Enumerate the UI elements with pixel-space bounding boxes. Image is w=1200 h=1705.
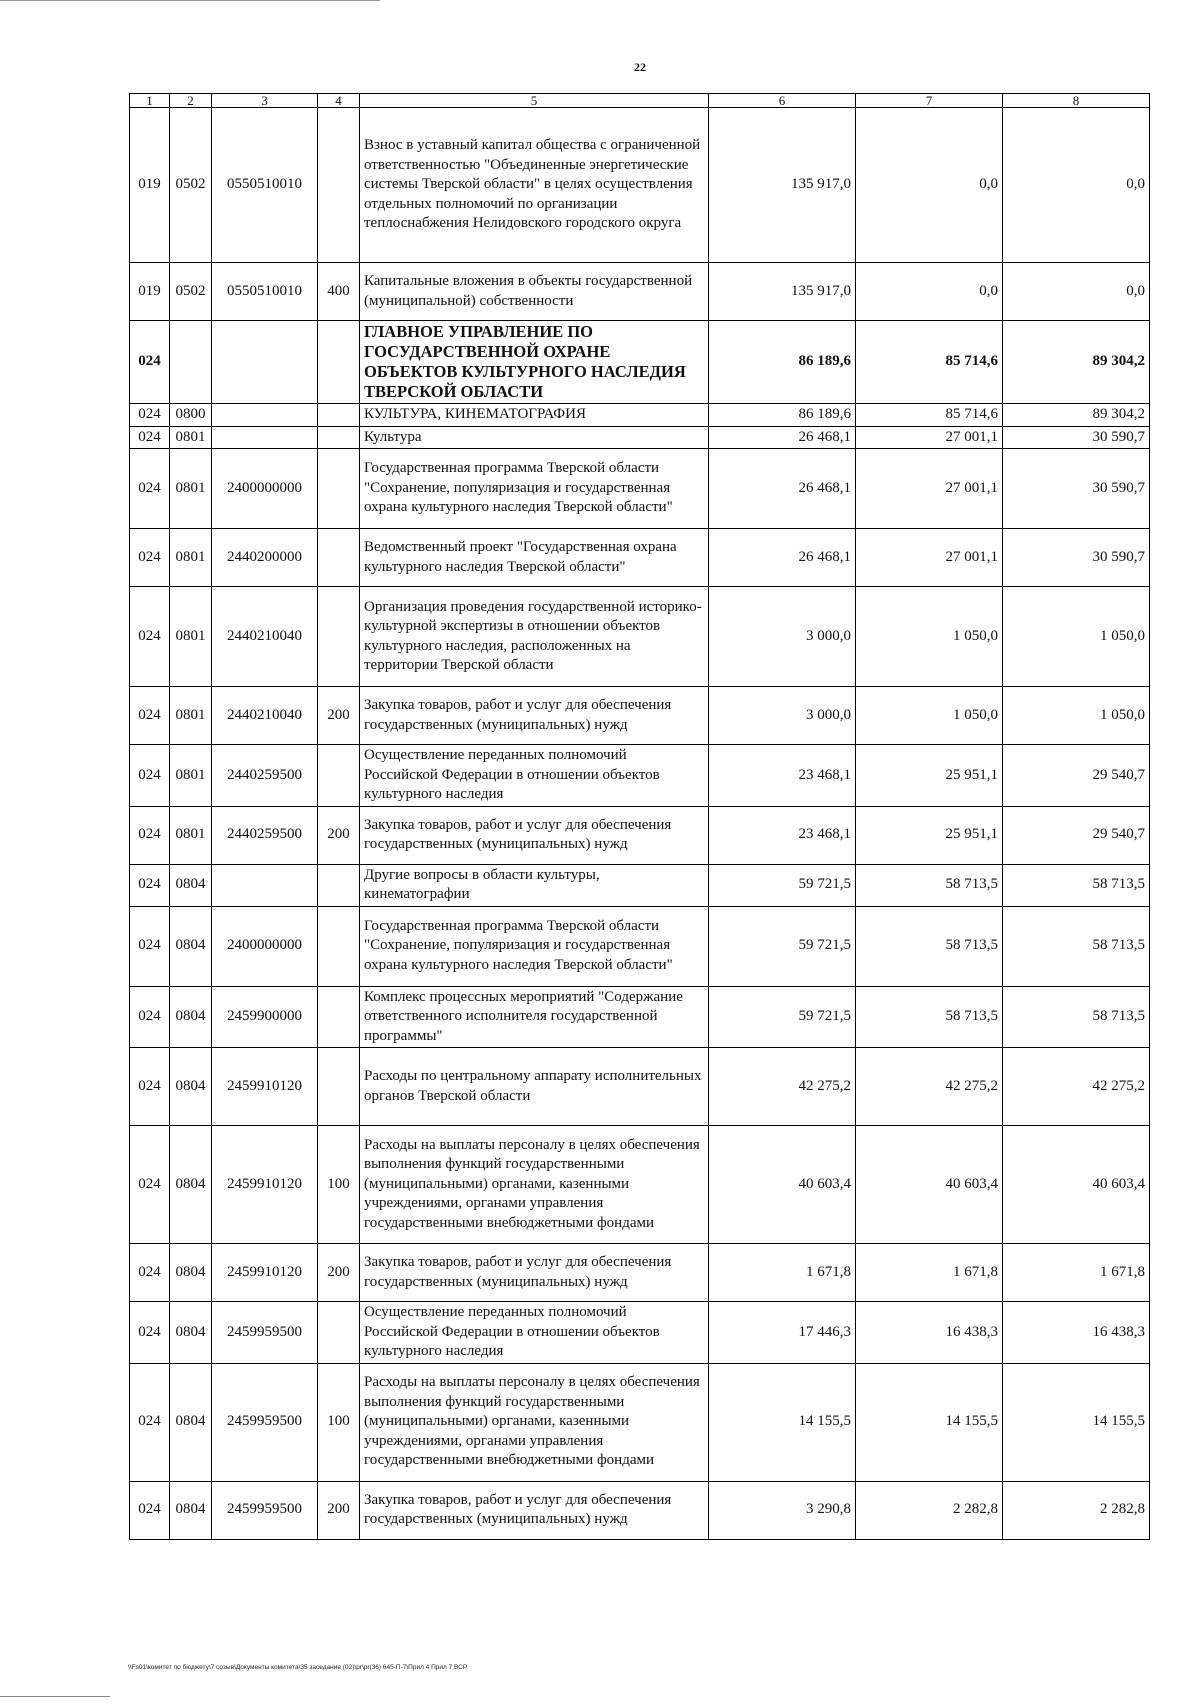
target-article-cell xyxy=(212,426,318,449)
amount-year1-cell: 26 468,1 xyxy=(709,529,856,587)
gov-code-cell: 024 xyxy=(130,906,170,986)
amount-year1-cell: 40 603,4 xyxy=(709,1126,856,1244)
amount-year2-cell: 2 282,8 xyxy=(856,1481,1003,1539)
amount-year2-cell: 25 951,1 xyxy=(856,806,1003,864)
section-code-cell: 0502 xyxy=(170,108,212,263)
description-cell: Комплекс процессных мероприятий "Содержание ответственного исполнителя государственной программы" xyxy=(360,986,709,1048)
target-article-cell: 0550510010 xyxy=(212,263,318,321)
expense-type-cell xyxy=(318,864,360,906)
table-row xyxy=(130,687,1150,745)
section-code-cell xyxy=(170,321,212,404)
gov-code-cell: 024 xyxy=(130,864,170,906)
section-code-cell: 0800 xyxy=(170,404,212,427)
table-row xyxy=(130,806,1150,864)
section-code-cell: 0804 xyxy=(170,986,212,1048)
amount-year2-cell: 40 603,4 xyxy=(856,1126,1003,1244)
target-article-cell: 2459959500 xyxy=(212,1363,318,1481)
column-header: 6 xyxy=(709,94,856,108)
target-article-cell: 0550510010 xyxy=(212,108,318,263)
table-row xyxy=(130,745,1150,807)
amount-year1-cell: 23 468,1 xyxy=(709,745,856,807)
amount-year3-cell: 14 155,5 xyxy=(1003,1363,1150,1481)
description-cell: Закупка товаров, работ и услуг для обеспечения государственных (муниципальных) нужд xyxy=(360,687,709,745)
section-code-cell: 0801 xyxy=(170,587,212,687)
section-code-cell: 0804 xyxy=(170,906,212,986)
amount-year2-cell: 0,0 xyxy=(856,108,1003,263)
section-code-cell: 0804 xyxy=(170,864,212,906)
expense-type-cell: 200 xyxy=(318,1244,360,1302)
amount-year1-cell: 135 917,0 xyxy=(709,108,856,263)
amount-year3-cell: 29 540,7 xyxy=(1003,745,1150,807)
amount-year1-cell: 3 290,8 xyxy=(709,1481,856,1539)
table-row xyxy=(130,426,1150,449)
table-row xyxy=(130,1481,1150,1539)
amount-year2-cell: 1 050,0 xyxy=(856,687,1003,745)
expense-type-cell xyxy=(318,1048,360,1126)
target-article-cell xyxy=(212,404,318,427)
section-code-cell: 0804 xyxy=(170,1302,212,1364)
table-row xyxy=(130,108,1150,263)
table-row xyxy=(130,449,1150,529)
expense-type-cell xyxy=(318,906,360,986)
description-cell: КУЛЬТУРА, КИНЕМАТОГРАФИЯ xyxy=(360,404,709,427)
gov-code-cell: 024 xyxy=(130,1363,170,1481)
target-article-cell: 2440210040 xyxy=(212,587,318,687)
amount-year3-cell: 16 438,3 xyxy=(1003,1302,1150,1364)
amount-year2-cell: 85 714,6 xyxy=(856,404,1003,427)
description-cell: Капитальные вложения в объекты государственной (муниципальной) собственности xyxy=(360,263,709,321)
amount-year2-cell: 1 050,0 xyxy=(856,587,1003,687)
gov-code-cell: 024 xyxy=(130,587,170,687)
amount-year2-cell: 0,0 xyxy=(856,263,1003,321)
section-code-cell: 0801 xyxy=(170,449,212,529)
gov-code-cell: 019 xyxy=(130,263,170,321)
column-header: 4 xyxy=(318,94,360,108)
target-article-cell: 2440259500 xyxy=(212,745,318,807)
table-row xyxy=(130,906,1150,986)
gov-code-cell: 024 xyxy=(130,529,170,587)
column-header: 3 xyxy=(212,94,318,108)
amount-year2-cell: 58 713,5 xyxy=(856,864,1003,906)
amount-year2-cell: 27 001,1 xyxy=(856,426,1003,449)
amount-year1-cell: 59 721,5 xyxy=(709,986,856,1048)
gov-code-cell: 024 xyxy=(130,1244,170,1302)
expense-type-cell: 200 xyxy=(318,687,360,745)
description-cell: Закупка товаров, работ и услуг для обеспечения государственных (муниципальных) нужд xyxy=(360,1481,709,1539)
amount-year3-cell: 30 590,7 xyxy=(1003,529,1150,587)
amount-year2-cell: 42 275,2 xyxy=(856,1048,1003,1126)
target-article-cell: 2440200000 xyxy=(212,529,318,587)
amount-year3-cell: 30 590,7 xyxy=(1003,426,1150,449)
header-row xyxy=(130,94,1150,108)
amount-year1-cell: 3 000,0 xyxy=(709,687,856,745)
gov-code-cell: 024 xyxy=(130,449,170,529)
target-article-cell: 2440210040 xyxy=(212,687,318,745)
gov-code-cell: 024 xyxy=(130,404,170,427)
table-row xyxy=(130,404,1150,427)
description-cell: Расходы по центральному аппарату исполнительных органов Тверской области xyxy=(360,1048,709,1126)
target-article-cell: 2400000000 xyxy=(212,449,318,529)
target-article-cell: 2459959500 xyxy=(212,1481,318,1539)
section-code-cell: 0801 xyxy=(170,426,212,449)
table-row xyxy=(130,986,1150,1048)
amount-year1-cell: 23 468,1 xyxy=(709,806,856,864)
amount-year3-cell: 58 713,5 xyxy=(1003,906,1150,986)
amount-year3-cell: 1 050,0 xyxy=(1003,687,1150,745)
description-cell: Закупка товаров, работ и услуг для обеспечения государственных (муниципальных) нужд xyxy=(360,806,709,864)
amount-year1-cell: 59 721,5 xyxy=(709,864,856,906)
section-code-cell: 0801 xyxy=(170,745,212,807)
description-cell: Другие вопросы в области культуры, кинематографии xyxy=(360,864,709,906)
amount-year2-cell: 58 713,5 xyxy=(856,986,1003,1048)
expense-type-cell xyxy=(318,745,360,807)
column-header: 7 xyxy=(856,94,1003,108)
table-row xyxy=(130,1126,1150,1244)
amount-year3-cell: 29 540,7 xyxy=(1003,806,1150,864)
table-row xyxy=(130,1363,1150,1481)
table-row xyxy=(130,321,1150,404)
amount-year2-cell: 27 001,1 xyxy=(856,449,1003,529)
bottom-rule xyxy=(0,1696,110,1697)
gov-code-cell: 019 xyxy=(130,108,170,263)
amount-year2-cell: 1 671,8 xyxy=(856,1244,1003,1302)
gov-code-cell: 024 xyxy=(130,1126,170,1244)
description-cell: Осуществление переданных полномочий Российской Федерации в отношении объектов культурного наследия xyxy=(360,745,709,807)
gov-code-cell: 024 xyxy=(130,321,170,404)
target-article-cell: 2459910120 xyxy=(212,1244,318,1302)
section-code-cell: 0804 xyxy=(170,1244,212,1302)
expense-type-cell xyxy=(318,449,360,529)
expense-type-cell xyxy=(318,108,360,263)
expense-type-cell xyxy=(318,587,360,687)
table-row xyxy=(130,1048,1150,1126)
target-article-cell: 2459910120 xyxy=(212,1126,318,1244)
footer-file-path: \\Fs01\комитет по бюджету\7 созыв\Документы комитета\35 заседание (02)\pr\pr(36) 645-П-7\Прил 4 Прил 7 ВСР xyxy=(128,1664,468,1671)
section-code-cell: 0502 xyxy=(170,263,212,321)
column-header: 1 xyxy=(130,94,170,108)
description-cell: Взнос в уставный капитал общества с ограниченной ответственностью "Объединенные энергетические системы Тверской области" в целях осуществления отдельных полномочий по организации теплоснабжения Нелидовского городского округа xyxy=(360,108,709,263)
table-row xyxy=(130,1302,1150,1364)
description-cell: Осуществление переданных полномочий Российской Федерации в отношении объектов культурного наследия xyxy=(360,1302,709,1364)
amount-year2-cell: 25 951,1 xyxy=(856,745,1003,807)
amount-year3-cell: 1 671,8 xyxy=(1003,1244,1150,1302)
gov-code-cell: 024 xyxy=(130,1048,170,1126)
expense-type-cell: 200 xyxy=(318,1481,360,1539)
section-code-cell: 0801 xyxy=(170,529,212,587)
gov-code-cell: 024 xyxy=(130,1481,170,1539)
section-code-cell: 0804 xyxy=(170,1048,212,1126)
gov-code-cell: 024 xyxy=(130,426,170,449)
amount-year3-cell: 30 590,7 xyxy=(1003,449,1150,529)
description-cell: Расходы на выплаты персоналу в целях обеспечения выполнения функций государственными (муниципальными) органами, казенными учреждениями, органами управления государственными внебюджетными фондами xyxy=(360,1363,709,1481)
expense-type-cell xyxy=(318,529,360,587)
expense-type-cell: 400 xyxy=(318,263,360,321)
budget-table xyxy=(129,93,1150,1540)
amount-year1-cell: 1 671,8 xyxy=(709,1244,856,1302)
table-row xyxy=(130,1244,1150,1302)
column-header: 2 xyxy=(170,94,212,108)
expense-type-cell: 100 xyxy=(318,1126,360,1244)
amount-year1-cell: 86 189,6 xyxy=(709,404,856,427)
target-article-cell: 2459910120 xyxy=(212,1048,318,1126)
target-article-cell xyxy=(212,321,318,404)
gov-code-cell: 024 xyxy=(130,745,170,807)
amount-year3-cell: 1 050,0 xyxy=(1003,587,1150,687)
gov-code-cell: 024 xyxy=(130,986,170,1048)
amount-year3-cell: 0,0 xyxy=(1003,263,1150,321)
amount-year2-cell: 27 001,1 xyxy=(856,529,1003,587)
amount-year1-cell: 26 468,1 xyxy=(709,449,856,529)
target-article-cell: 2400000000 xyxy=(212,906,318,986)
amount-year3-cell: 40 603,4 xyxy=(1003,1126,1150,1244)
section-code-cell: 0801 xyxy=(170,806,212,864)
expense-type-cell: 200 xyxy=(318,806,360,864)
table-row xyxy=(130,529,1150,587)
page-number: 22 xyxy=(634,60,646,74)
section-code-cell: 0804 xyxy=(170,1363,212,1481)
expense-type-cell xyxy=(318,1302,360,1364)
section-code-cell: 0804 xyxy=(170,1126,212,1244)
amount-year3-cell: 89 304,2 xyxy=(1003,404,1150,427)
expense-type-cell xyxy=(318,986,360,1048)
amount-year1-cell: 26 468,1 xyxy=(709,426,856,449)
description-cell: Ведомственный проект "Государственная охрана культурного наследия Тверской области" xyxy=(360,529,709,587)
amount-year3-cell: 42 275,2 xyxy=(1003,1048,1150,1126)
target-article-cell: 2459959500 xyxy=(212,1302,318,1364)
amount-year2-cell: 14 155,5 xyxy=(856,1363,1003,1481)
expense-type-cell: 100 xyxy=(318,1363,360,1481)
gov-code-cell: 024 xyxy=(130,806,170,864)
description-cell: Организация проведения государственной историко-культурной экспертизы в отношении объектов культурного наследия, расположенных на территории Тверской области xyxy=(360,587,709,687)
column-header: 8 xyxy=(1003,94,1150,108)
column-header: 5 xyxy=(360,94,709,108)
description-cell: Расходы на выплаты персоналу в целях обеспечения выполнения функций государственными (муниципальными) органами, казенными учреждениями, органами управления государственными внебюджетными фондами xyxy=(360,1126,709,1244)
expense-type-cell xyxy=(318,404,360,427)
table-row xyxy=(130,263,1150,321)
description-cell: Закупка товаров, работ и услуг для обеспечения государственных (муниципальных) нужд xyxy=(360,1244,709,1302)
gov-code-cell: 024 xyxy=(130,687,170,745)
amount-year3-cell: 89 304,2 xyxy=(1003,321,1150,404)
table-body xyxy=(130,108,1150,1540)
amount-year1-cell: 135 917,0 xyxy=(709,263,856,321)
amount-year3-cell: 0,0 xyxy=(1003,108,1150,263)
description-cell: Государственная программа Тверской области "Сохранение, популяризация и государственная охрана культурного наследия Тверской области" xyxy=(360,449,709,529)
target-article-cell xyxy=(212,864,318,906)
amount-year1-cell: 14 155,5 xyxy=(709,1363,856,1481)
table-row xyxy=(130,587,1150,687)
amount-year1-cell: 42 275,2 xyxy=(709,1048,856,1126)
amount-year3-cell: 58 713,5 xyxy=(1003,864,1150,906)
target-article-cell: 2459900000 xyxy=(212,986,318,1048)
target-article-cell: 2440259500 xyxy=(212,806,318,864)
amount-year2-cell: 58 713,5 xyxy=(856,906,1003,986)
amount-year1-cell: 59 721,5 xyxy=(709,906,856,986)
description-cell: ГЛАВНОЕ УПРАВЛЕНИЕ ПО ГОСУДАРСТВЕННОЙ ОХРАНЕ ОБЪЕКТОВ КУЛЬТУРНОГО НАСЛЕДИЯ ТВЕРСКОЙ ОБЛАСТИ xyxy=(360,321,709,404)
amount-year2-cell: 85 714,6 xyxy=(856,321,1003,404)
amount-year1-cell: 3 000,0 xyxy=(709,587,856,687)
section-code-cell: 0801 xyxy=(170,687,212,745)
description-cell: Государственная программа Тверской области "Сохранение, популяризация и государственная охрана культурного наследия Тверской области" xyxy=(360,906,709,986)
expense-type-cell xyxy=(318,426,360,449)
amount-year1-cell: 17 446,3 xyxy=(709,1302,856,1364)
table-row xyxy=(130,864,1150,906)
amount-year1-cell: 86 189,6 xyxy=(709,321,856,404)
amount-year2-cell: 16 438,3 xyxy=(856,1302,1003,1364)
amount-year3-cell: 58 713,5 xyxy=(1003,986,1150,1048)
description-cell: Культура xyxy=(360,426,709,449)
gov-code-cell: 024 xyxy=(130,1302,170,1364)
top-rule xyxy=(0,0,380,1)
section-code-cell: 0804 xyxy=(170,1481,212,1539)
expense-type-cell xyxy=(318,321,360,404)
amount-year3-cell: 2 282,8 xyxy=(1003,1481,1150,1539)
